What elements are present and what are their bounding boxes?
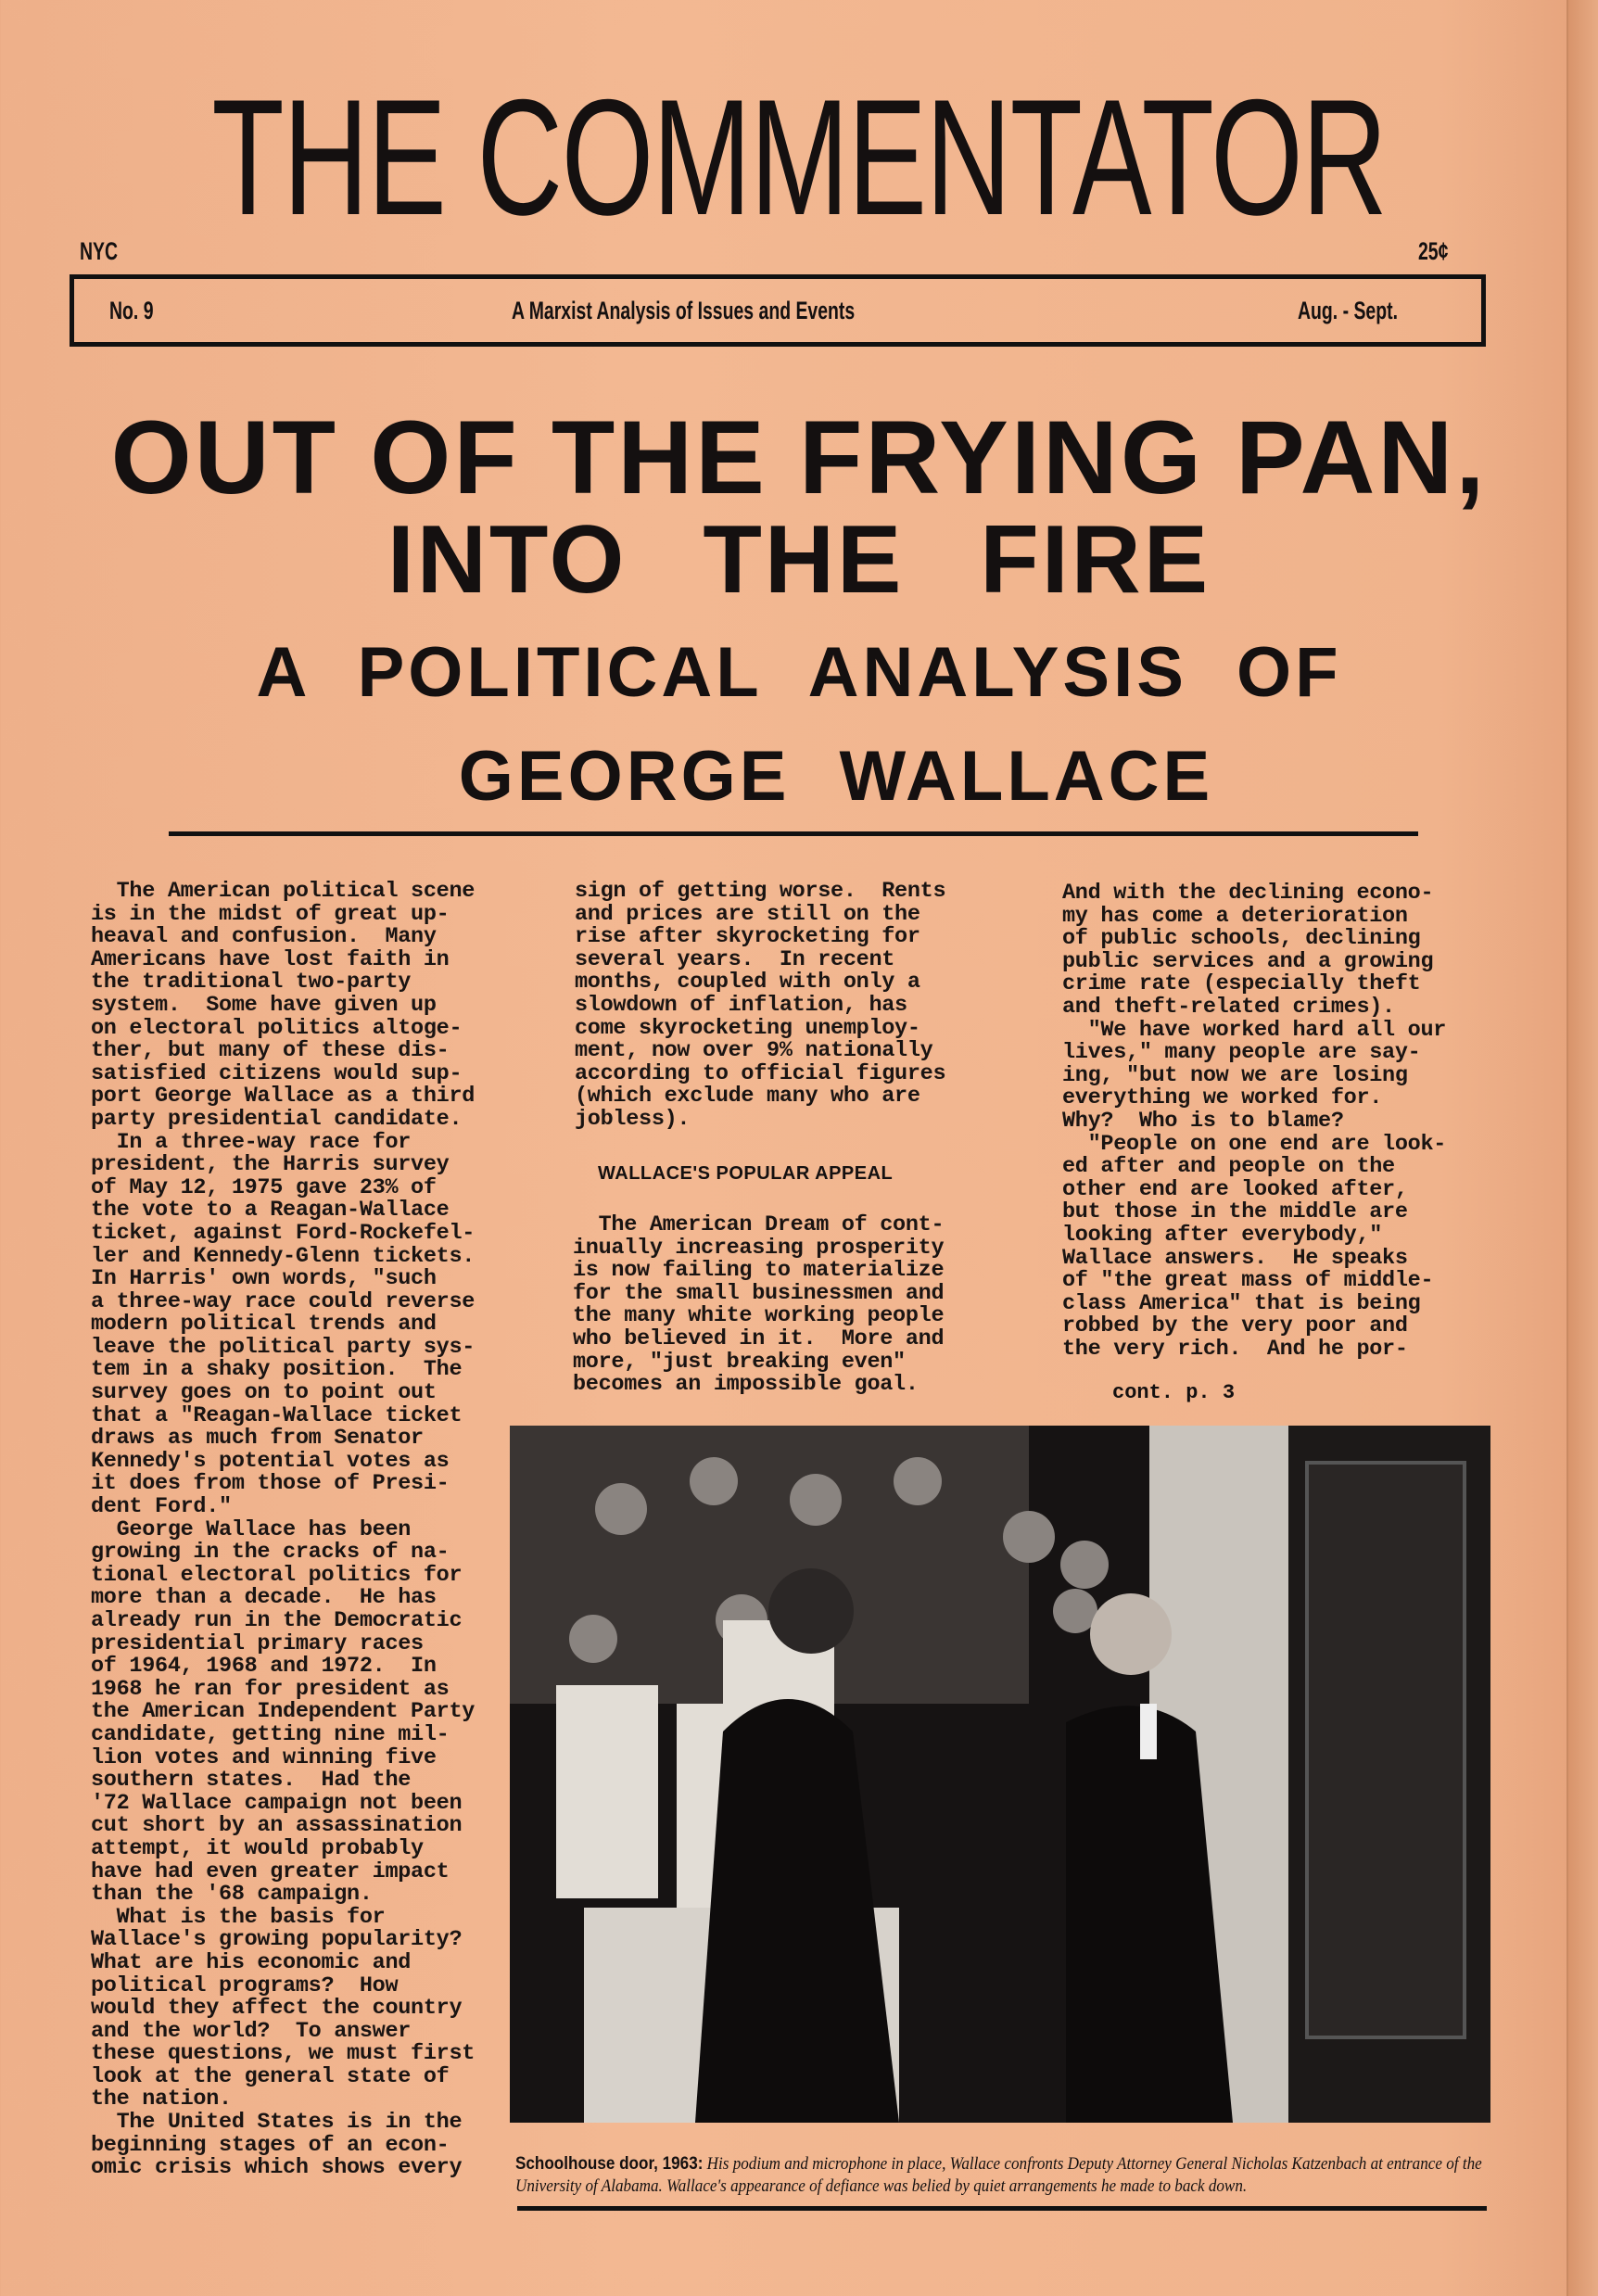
issue-date: Aug. - Sept. xyxy=(1298,297,1398,324)
text-line: In a three-way race for xyxy=(91,1129,412,1155)
text-line: the very rich. And he por- xyxy=(1062,1336,1408,1362)
text-line: of 1964, 1968 and 1972. In xyxy=(91,1654,437,1680)
text-line: satisfied citizens would sup- xyxy=(91,1060,463,1086)
photo-illustration xyxy=(510,1426,1490,2123)
text-line: of May 12, 1975 gave 23% of xyxy=(91,1174,437,1200)
text-line: ment, now over 9% nationally xyxy=(575,1038,933,1064)
text-line: (which exclude many who are xyxy=(575,1084,920,1110)
masthead-price: 25¢ xyxy=(1418,237,1449,265)
news-photo xyxy=(510,1426,1490,2123)
text-line: than the '68 campaign. xyxy=(91,1882,373,1908)
text-line: the traditional two-party xyxy=(91,970,412,996)
text-line: In Harris' own words, "such xyxy=(91,1266,437,1292)
text-line: The United States is in the xyxy=(91,2110,463,2136)
text-line: and the world? To answer xyxy=(91,2018,412,2044)
text-line: George Wallace has been xyxy=(91,1516,412,1542)
text-line: Wallace's growing popularity? xyxy=(91,1927,463,1953)
text-line: cut short by an assassination xyxy=(91,1813,463,1839)
text-line: jobless). xyxy=(575,1106,691,1132)
text-line: these questions, we must first xyxy=(91,2041,476,2067)
headline-line-2: INTO THE FIRE xyxy=(387,506,1211,614)
text-line: ing, "but now we are losing xyxy=(1062,1062,1408,1088)
text-line: but those in the middle are xyxy=(1062,1199,1408,1225)
masthead-city: NYC xyxy=(80,237,119,265)
text-line: 1968 he ran for president as xyxy=(91,1676,450,1702)
text-line: my has come a deterioration xyxy=(1062,903,1408,929)
caption-body: His podium and microphone in place, Wallace confronts Deputy Attorney General Nicholas Katzenbach at entrance of the University of Alabama. Wallace's appearance of defiance was belied by quiet arrangements he made to back down. xyxy=(515,2154,1482,2196)
continued-note: cont. p. 3 xyxy=(1112,1381,1236,1404)
text-line: more, "just breaking even" xyxy=(573,1349,906,1375)
text-line: according to official figures xyxy=(575,1060,946,1086)
text-line: everything we worked for. xyxy=(1062,1085,1383,1111)
text-line: Why? Who is to blame? xyxy=(1062,1108,1344,1134)
text-line: draws as much from Senator xyxy=(91,1426,424,1452)
text-line: and theft-related crimes). xyxy=(1062,994,1395,1020)
text-line: would they affect the country xyxy=(91,1996,463,2022)
article-column-2-top xyxy=(575,881,945,1132)
text-line: ticket, against Ford-Rockefel- xyxy=(91,1220,476,1246)
text-line: What are his economic and xyxy=(91,1949,412,1975)
text-line: modern political trends and xyxy=(91,1312,437,1338)
text-line: is in the midst of great up- xyxy=(91,901,450,927)
text-line: survey goes on to point out xyxy=(91,1380,437,1406)
text-line: candidate, getting nine mil- xyxy=(91,1721,450,1747)
text-line: a three-way race could reverse xyxy=(91,1288,476,1314)
text-line: leave the political party sys- xyxy=(91,1334,476,1360)
text-line: '72 Wallace campaign not been xyxy=(91,1790,463,1816)
text-line: president, the Harris survey xyxy=(91,1152,450,1178)
text-line: Kennedy's potential votes as xyxy=(91,1448,450,1474)
text-line: lives," many people are say- xyxy=(1062,1040,1421,1066)
text-line: port George Wallace as a third xyxy=(91,1084,476,1110)
text-line: Americans have lost faith in xyxy=(91,946,450,972)
subheadline-line-2: GEORGE WALLACE xyxy=(458,737,1214,816)
text-line: look at the general state of xyxy=(91,2063,450,2089)
text-line: that a "Reagan-Wallace ticket xyxy=(91,1402,463,1428)
text-line: tional electoral politics for xyxy=(91,1562,463,1588)
subheadline-line-1: A POLITICAL ANALYSIS OF xyxy=(256,633,1342,712)
text-line: "We have worked hard all our xyxy=(1062,1017,1447,1043)
text-line: have had even greater impact xyxy=(91,1858,450,1884)
text-line: come skyrocketing unemploy- xyxy=(575,1015,920,1041)
text-line: sign of getting worse. Rents xyxy=(575,879,946,904)
text-line: growing in the cracks of na- xyxy=(91,1540,450,1566)
text-line: "People on one end are look- xyxy=(1062,1131,1447,1157)
text-line: months, coupled with only a xyxy=(575,970,920,996)
text-line: of public schools, declining xyxy=(1062,926,1421,952)
article-column-1 xyxy=(91,881,475,2180)
text-line: lion votes and winning five xyxy=(91,1744,437,1770)
masthead-title: THE COMMENTATOR xyxy=(211,65,1387,249)
text-line: rise after skyrocketing for xyxy=(575,924,920,950)
text-line: several years. In recent xyxy=(575,946,895,972)
text-line: The American Dream of cont- xyxy=(573,1212,945,1237)
text-line: ed after and people on the xyxy=(1062,1154,1395,1180)
text-line: heaval and confusion. Many xyxy=(91,924,437,950)
text-line: And with the declining econo- xyxy=(1062,881,1434,906)
text-line: beginning stages of an econ- xyxy=(91,2132,450,2158)
caption-lead: Schoolhouse door, 1963: xyxy=(515,2154,704,2174)
masthead-tagline: A Marxist Analysis of Issues and Events xyxy=(512,297,856,324)
article-column-2-bottom xyxy=(573,1214,944,1397)
article-column-3 xyxy=(1062,882,1446,1361)
photo-caption xyxy=(515,2153,1483,2198)
text-line: the many white working people xyxy=(573,1303,945,1329)
text-line: class America" that is being xyxy=(1062,1290,1421,1316)
text-line: it does from those of Presi- xyxy=(91,1471,450,1497)
text-line: looking after everybody," xyxy=(1062,1222,1383,1248)
text-line: slowdown of inflation, has xyxy=(575,992,907,1018)
text-line: already run in the Democratic xyxy=(91,1608,463,1633)
text-line: the American Independent Party xyxy=(91,1699,476,1725)
text-line: the nation. xyxy=(91,2087,232,2112)
text-line: system. Some have given up xyxy=(91,992,437,1018)
text-line: What is the basis for xyxy=(91,1904,386,1930)
text-line: more than a decade. He has xyxy=(91,1585,437,1611)
text-line: political programs? How xyxy=(91,1973,399,1998)
text-line: inually increasing prosperity xyxy=(573,1235,945,1261)
text-line: The American political scene xyxy=(91,879,476,904)
text-line: robbed by the very poor and xyxy=(1062,1313,1408,1339)
text-line: party presidential candidate. xyxy=(91,1106,463,1132)
text-line: southern states. Had the xyxy=(91,1768,412,1794)
issue-number: No. 9 xyxy=(109,297,154,324)
headline-rule xyxy=(169,831,1418,836)
text-line: on electoral politics altoge- xyxy=(91,1015,463,1041)
text-line: tem in a shaky position. The xyxy=(91,1357,463,1383)
text-line: ther, but many of these dis- xyxy=(91,1038,450,1064)
text-line: the vote to a Reagan-Wallace xyxy=(91,1198,450,1224)
masthead xyxy=(0,65,1598,249)
text-line: presidential primary races xyxy=(91,1630,424,1656)
bottom-rule xyxy=(517,2206,1487,2211)
text-line: of "the great mass of middle- xyxy=(1062,1268,1434,1294)
text-line: public services and a growing xyxy=(1062,948,1434,974)
text-line: ler and Kennedy-Glenn tickets. xyxy=(91,1243,476,1269)
text-line: omic crisis which shows every xyxy=(91,2155,463,2181)
headline-line-1: OUT OF THE FRYING PAN, xyxy=(110,400,1488,515)
text-line: is now failing to materialize xyxy=(573,1258,945,1284)
text-line: other end are looked after, xyxy=(1062,1176,1408,1202)
text-line: Wallace answers. He speaks xyxy=(1062,1245,1408,1271)
section-heading: WALLACE'S POPULAR APPEAL xyxy=(598,1163,894,1184)
page-fold-edge xyxy=(1566,0,1598,2296)
text-line: who believed in it. More and xyxy=(573,1326,945,1351)
text-line: dent Ford." xyxy=(91,1494,232,1520)
text-line: crime rate (especially theft xyxy=(1062,971,1421,997)
text-line: becomes an impossible goal. xyxy=(573,1372,919,1398)
text-line: for the small businessmen and xyxy=(573,1280,945,1306)
text-line: attempt, it would probably xyxy=(91,1835,424,1861)
text-line: and prices are still on the xyxy=(575,901,920,927)
